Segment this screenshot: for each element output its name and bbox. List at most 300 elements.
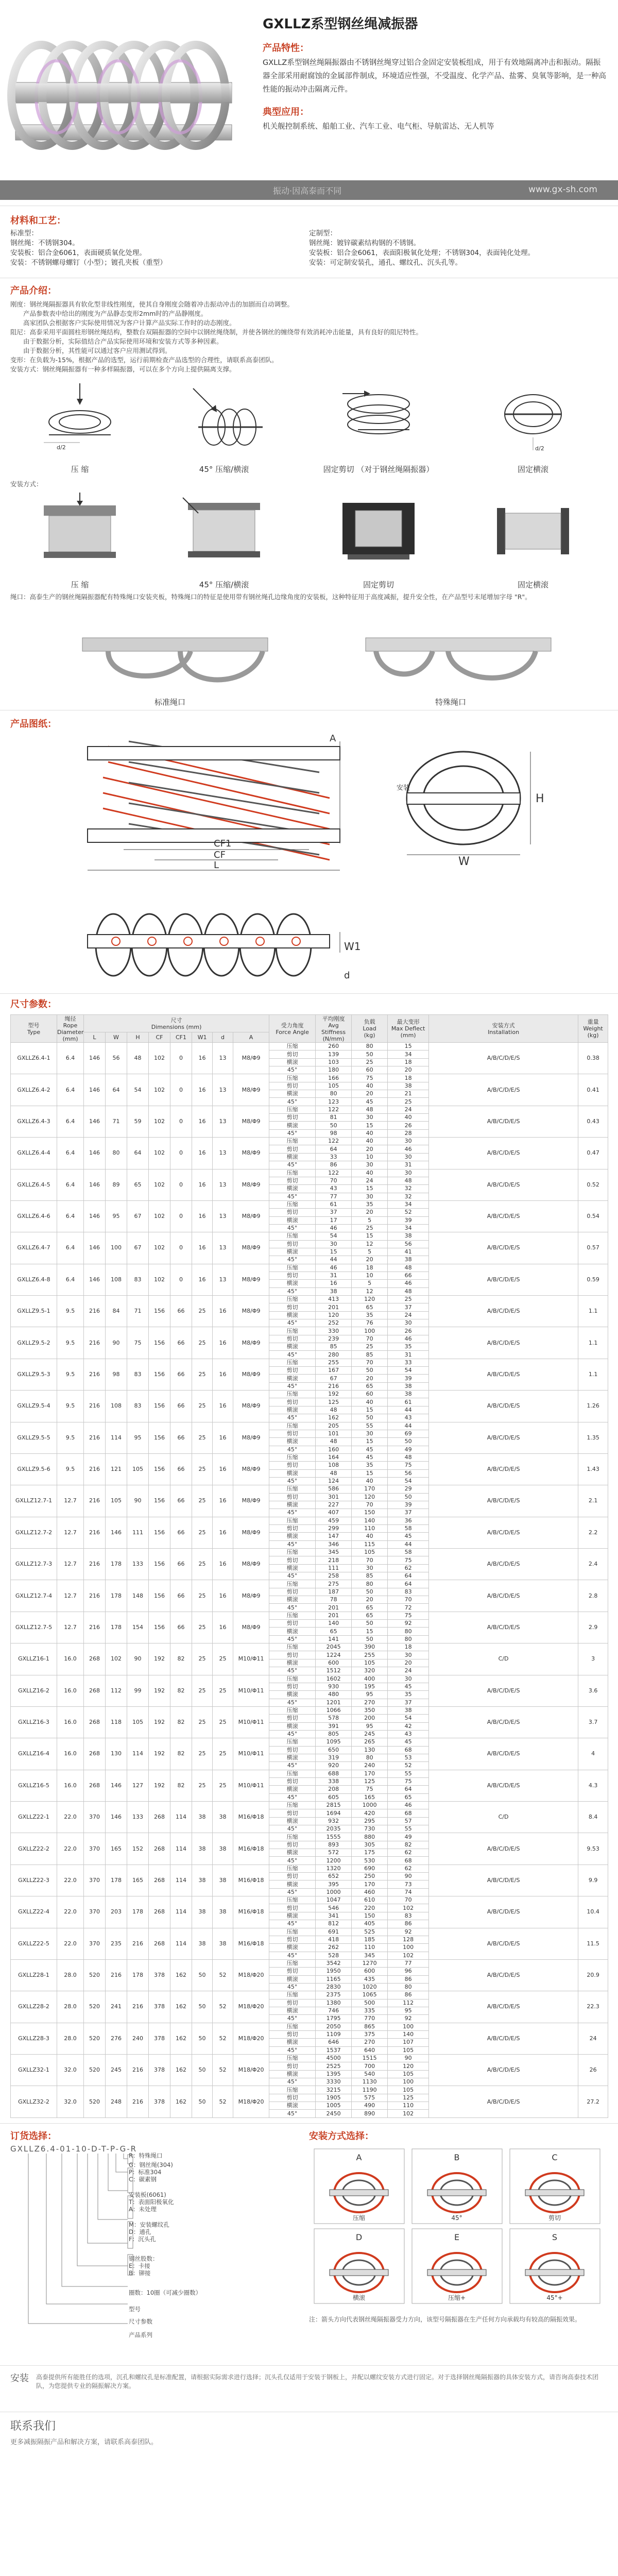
cell-force-angle: 横滚 [269,1311,316,1319]
cell-load: 500 [352,1999,388,2007]
cell-load: 420 [352,1809,388,1817]
cell-installation: A/B/C/D/E/S [429,1138,578,1169]
cell-deflection: 57 [388,1817,429,1825]
cell-dimension: 13 [213,1169,233,1200]
cell-installation: A/B/C/D/E/S [429,1770,578,1801]
cell-deflection: 18 [388,1058,429,1066]
cell-deflection: 56 [388,1240,429,1248]
cell-model: GXLLZ9.5-4 [11,1391,57,1422]
cell-force-angle: 45° [269,1952,316,1959]
cell-dimension: 216 [84,1453,106,1485]
cell-dimension: 16 [192,1043,213,1074]
cell-dimension: 16 [192,1138,213,1169]
th-dim: H [127,1032,149,1043]
cell-deflection: 32 [388,1193,429,1200]
cell-deflection: 30 [388,1138,429,1145]
cell-dimension: 82 [170,1675,192,1706]
th-dim: CF [149,1032,170,1043]
cell-deflection: 140 [388,2030,429,2038]
cell-deflection: 41 [388,1248,429,1256]
th-load: 负载 Load (kg) [352,1015,388,1043]
cell-load: 435 [352,1975,388,1983]
cell-stiffness: 3542 [316,1959,352,1967]
cell-force-angle: 压缩 [269,1264,316,1272]
cell-stiffness: 201 [316,1612,352,1619]
cell-stiffness: 15 [316,1248,352,1256]
cell-installation: A/B/C/D/E/S [429,1074,578,1106]
cell-load: 5 [352,1280,388,1287]
cell-rope-diameter: 28.0 [57,1959,84,1991]
cell-force-angle: 压缩 [269,1232,316,1240]
cell-load: 40 [352,1477,388,1485]
order-option: T：表面阳极氧化 [129,2198,174,2206]
cell-force-angle: 压缩 [269,2023,316,2030]
cell-load: 65 [352,1382,388,1390]
cell-dimension: 25 [213,1675,233,1706]
cell-dimension: 50 [192,1959,213,1991]
cell-stiffness: 16 [316,1280,352,1287]
cell-dimension: 114 [170,1833,192,1865]
cell-stiffness: 1095 [316,1738,352,1746]
cell-force-angle: 剪切 [269,1145,316,1153]
cell-stiffness: 280 [316,1351,352,1359]
cell-load: 30 [352,1161,388,1169]
cell-force-angle: 横滚 [269,1691,316,1699]
table-row [11,1074,608,1082]
cell-dimension: 216 [84,1485,106,1517]
cell-stiffness: 1165 [316,1975,352,1983]
cell-force-angle: 压缩 [269,1612,316,1619]
cell-load: 140 [352,1517,388,1524]
cell-deflection: 64 [388,1580,429,1588]
cell-force-angle: 剪切 [269,1050,316,1058]
cell-rope-diameter: 16.0 [57,1643,84,1675]
cell-dimension: 66 [170,1517,192,1548]
cell-model: GXLLZ6.4-3 [11,1106,57,1137]
cell-weight: 1.1 [578,1359,608,1390]
cell-load: 865 [352,2023,388,2030]
cell-installation: A/B/C/D/E/S [429,2023,578,2054]
cell-dimension: 25 [192,1549,213,1580]
cell-deflection: 30 [388,1153,429,1161]
cell-deflection: 18 [388,1643,429,1651]
cell-force-angle: 剪切 [269,2062,316,2070]
cell-force-angle: 剪切 [269,1746,316,1754]
cell-stiffness: 600 [316,1659,352,1667]
cell-deflection: 83 [388,1588,429,1596]
cell-dimension: 65 [127,1169,149,1200]
cell-deflection: 77 [388,1959,429,1967]
cell-deflection: 26 [388,1327,429,1335]
cell-load: 170 [352,1770,388,1777]
cell-load: 165 [352,1793,388,1801]
cell-dimension: M8/Φ9 [233,1327,269,1359]
cell-rope-diameter: 16.0 [57,1675,84,1706]
cell-dimension: 16 [213,1327,233,1359]
cell-stiffness: 48 [316,1469,352,1477]
cell-force-angle: 压缩 [269,1896,316,1904]
cell-dimension: 378 [149,1959,170,1991]
cell-load: 125 [352,1777,388,1785]
cell-force-angle: 剪切 [269,1114,316,1122]
install-type-letter: S [552,2232,558,2242]
cell-dimension: 121 [106,1453,127,1485]
cell-stiffness: 70 [316,1177,352,1184]
drawing-label: L [214,860,219,871]
cell-force-angle: 剪切 [269,1904,316,1912]
cell-deflection: 31 [388,1351,429,1359]
cell-load: 105 [352,1549,388,1556]
table-row [11,1200,608,1208]
table-row [11,1391,608,1398]
cell-weight: 20.9 [578,1959,608,1991]
cell-deflection: 100 [388,1944,429,1952]
cell-model: GXLLZ6.4-5 [11,1169,57,1200]
cell-force-angle: 45° [269,1509,316,1517]
cell-load: 120 [352,1296,388,1303]
th-dim: L [84,1032,106,1043]
cell-force-angle: 横滚 [269,1343,316,1351]
cell-stiffness: 395 [316,1880,352,1888]
cell-force-angle: 45° [269,1477,316,1485]
cell-deflection: 24 [388,1667,429,1675]
cell-force-angle: 压缩 [269,1359,316,1366]
table-row [11,1896,608,1904]
cell-deflection: 53 [388,1754,429,1761]
cell-deflection: 38 [388,1232,429,1240]
cell-load: 24 [352,1177,388,1184]
cell-load: 50 [352,1414,388,1422]
cell-dimension: 152 [127,1833,149,1865]
cell-dimension: 102 [149,1138,170,1169]
cell-weight: 0.59 [578,1264,608,1295]
cell-dimension: 245 [106,2055,127,2086]
cell-force-angle: 剪切 [269,1462,316,1469]
cell-stiffness: 123 [316,1098,352,1106]
cell-stiffness: 54 [316,1232,352,1240]
cell-dimension: 216 [84,1327,106,1359]
cell-dimension: 25 [192,1738,213,1770]
cell-load: 80 [352,1580,388,1588]
cell-dimension: 95 [127,1422,149,1453]
cell-model: GXLLZ6.4-8 [11,1264,57,1295]
cell-dimension: 240 [127,2023,149,2054]
cell-load: 575 [352,2094,388,2102]
cell-force-angle: 横滚 [269,1469,316,1477]
cell-dimension: 192 [149,1675,170,1706]
cell-stiffness: 930 [316,1683,352,1690]
cell-dimension: 192 [149,1643,170,1675]
cell-stiffness: 1066 [316,1706,352,1714]
cell-load: 30 [352,1564,388,1572]
cell-deflection: 32 [388,1185,429,1193]
cell-stiffness: 105 [316,1082,352,1090]
cell-load: 110 [352,1524,388,1532]
cell-force-angle: 45° [269,2015,316,2023]
cell-stiffness: 17 [316,1216,352,1224]
cell-model: GXLLZ22-5 [11,1928,57,1959]
cell-force-angle: 压缩 [269,1517,316,1524]
cell-dimension: 67 [127,1232,149,1264]
cell-stiffness: 1537 [316,2046,352,2054]
th-dim: d [213,1032,233,1043]
cell-deflection: 75 [388,1462,429,1469]
cell-stiffness: 141 [316,1635,352,1643]
cell-dimension: 95 [106,1200,127,1232]
cell-stiffness: 605 [316,1793,352,1801]
cell-dimension: 378 [149,2086,170,2117]
installation-types-grid [309,2146,608,2311]
cell-stiffness: 205 [316,1422,352,1430]
cell-force-angle: 横滚 [269,1185,316,1193]
cell-stiffness: 260 [316,1043,352,1050]
cell-force-angle: 横滚 [269,1628,316,1635]
cell-dimension: 111 [127,1517,149,1548]
cell-model: GXLLZ12.7-3 [11,1549,57,1580]
application-text: 机关舰控制系统、船舶工业、汽车工业、电气柜、导航雷达、无人机等 [263,123,494,131]
cell-stiffness: 50 [316,1122,352,1129]
cell-load: 170 [352,1880,388,1888]
cell-dimension: 178 [106,1549,127,1580]
cell-deflection: 120 [388,2062,429,2070]
cell-stiffness: 140 [316,1620,352,1628]
cell-load: 195 [352,1683,388,1690]
cell-dimension: 105 [127,1706,149,1738]
cell-deflection: 45 [388,1738,429,1746]
cell-force-angle: 横滚 [269,1533,316,1540]
cell-stiffness: 262 [316,1944,352,1952]
cell-force-angle: 横滚 [269,1975,316,1983]
cell-deflection: 43 [388,1414,429,1422]
install-type-label: 压缩+ [448,2294,466,2301]
cell-weight: 2.2 [578,1517,608,1548]
cell-dimension: 82 [170,1770,192,1801]
cell-model: GXLLZ16-3 [11,1706,57,1738]
cell-stiffness: 125 [316,1398,352,1406]
cell-force-angle: 横滚 [269,1375,316,1382]
order-option: 钢丝股数： [129,2255,159,2262]
cell-force-angle: 压缩 [269,1802,316,1809]
cell-dimension: 16 [213,1391,233,1422]
cell-deflection: 75 [388,1612,429,1619]
cell-dimension: 52 [213,2086,233,2117]
cell-load: 530 [352,1857,388,1865]
cell-force-angle: 横滚 [269,1659,316,1667]
th-weight: 重量 Weight (kg) [578,1015,608,1043]
cell-force-angle: 45° [269,1793,316,1801]
cell-force-angle: 压缩 [269,1485,316,1493]
cell-force-angle: 45° [269,1667,316,1675]
cell-stiffness: 275 [316,1580,352,1588]
cell-force-angle: 45° [269,1888,316,1896]
load-direction-diagrams [10,378,608,476]
cell-deflection: 50 [388,1493,429,1501]
cell-dimension: 56 [106,1043,127,1074]
cell-dimension: 148 [127,1580,149,1612]
cell-dimension: 114 [170,1802,192,1833]
cell-dimension: 71 [127,1296,149,1327]
cell-force-angle: 剪切 [269,1335,316,1343]
website-url[interactable]: www.gx-sh.com [528,184,597,195]
cell-stiffness: 319 [316,1754,352,1761]
cell-stiffness: 299 [316,1524,352,1532]
table-row [11,1770,608,1777]
cell-dimension: M18/Φ20 [233,1959,269,1991]
cell-dimension: M10/Φ11 [233,1770,269,1801]
materials-line: 安装板：铝合金6061，表面硬质氧化处理。 [10,249,146,257]
cell-deflection: 68 [388,1857,429,1865]
cell-force-angle: 45° [269,1446,316,1453]
cell-deflection: 110 [388,2102,429,2110]
cell-force-angle: 45° [269,1193,316,1200]
product-title: GXLLZ系型钢丝绳减振器 [263,16,418,32]
cell-stiffness: 2525 [316,2062,352,2070]
cell-load: 150 [352,1509,388,1517]
cell-force-angle: 压缩 [269,1738,316,1746]
cell-stiffness: 180 [316,1066,352,1074]
cell-dimension: 370 [84,1833,106,1865]
table-row [11,1865,608,1872]
cell-dimension: 66 [170,1580,192,1612]
table-row [11,1296,608,1303]
cell-stiffness: 67 [316,1375,352,1382]
cell-dimension: 156 [149,1612,170,1643]
cell-stiffness: 31 [316,1272,352,1279]
install-type-label: 压缩 [352,2214,366,2222]
cell-dimension: M18/Φ20 [233,2055,269,2086]
cell-dimension: 90 [127,1485,149,1517]
cell-rope-diameter: 6.4 [57,1264,84,1295]
cell-force-angle: 横滚 [269,1216,316,1224]
cell-dimension: 520 [84,1991,106,2023]
cell-dimension: M8/Φ9 [233,1232,269,1264]
cell-deflection: 95 [388,2007,429,2014]
cell-dimension: 127 [127,1770,149,1801]
feature-text: GXLLZ系型钢丝绳隔振器由不锈钢丝绳穿过铝合金固定安装板组成，用于有效地隔离冲击和振动。隔振器全部采用耐腐蚀的金属部件制成，环境适应性强，不受温度、化学产品、盐雾、臭氧等影响，是一种高性能的振动冲击隔离元件。 [263,59,606,94]
cell-deflection: 26 [388,1122,429,1129]
cell-stiffness: 33 [316,1153,352,1161]
slogan: 振动·因高泰而不同 [273,186,342,196]
cell-rope-diameter: 12.7 [57,1612,84,1643]
cell-load: 115 [352,1540,388,1548]
cell-dimension: M8/Φ9 [233,1359,269,1390]
cell-force-angle: 剪切 [269,1430,316,1437]
cell-dimension: M8/Φ9 [233,1580,269,1612]
table-row [11,1169,608,1177]
roll-diagram [474,378,592,476]
cell-dimension: 235 [106,1928,127,1959]
cell-force-angle: 压缩 [269,1074,316,1082]
cell-model: GXLLZ28-3 [11,2023,57,2054]
intro-text [10,300,608,374]
cell-installation: A/B/C/D/E/S [429,1200,578,1232]
cell-dimension: 178 [127,1959,149,1991]
cell-load: 20 [352,1256,388,1264]
materials-line: 安装：不锈钢螺母螺钉（小型）；镀孔夹板（重型） [10,259,167,267]
cell-load: 35 [352,1200,388,1208]
cell-stiffness: 932 [316,1817,352,1825]
cell-deflection: 18 [388,1074,429,1082]
install-section [0,2365,618,2412]
cell-dimension: 216 [84,1580,106,1612]
cell-dimension: 156 [149,1391,170,1422]
cell-dimension: 50 [192,2055,213,2086]
cell-load: 12 [352,1287,388,1295]
cell-stiffness: 65 [316,1628,352,1635]
cell-load: 95 [352,1691,388,1699]
install-type-e [412,2229,502,2303]
cell-load: 250 [352,1873,388,1880]
cell-force-angle: 45° [269,1983,316,1991]
cell-load: 40 [352,1533,388,1540]
cell-weight: 3 [578,1643,608,1675]
cell-installation: C/D [429,1643,578,1675]
cell-force-angle: 剪切 [269,1620,316,1628]
cell-force-angle: 横滚 [269,2039,316,2046]
cell-force-angle: 横滚 [269,1817,316,1825]
install-type-letter: E [454,2232,460,2242]
cell-weight: 0.41 [578,1074,608,1106]
cell-rope-diameter: 12.7 [57,1485,84,1517]
cell-deflection: 35 [388,1343,429,1351]
cell-force-angle: 剪切 [269,1873,316,1880]
cell-dimension: 192 [149,1770,170,1801]
cell-load: 12 [352,1240,388,1248]
mount-label: 45° 压缩/横滚 [199,465,249,474]
cell-deflection: 30 [388,1675,429,1683]
cell-dimension: 25 [192,1485,213,1517]
cell-load: 75 [352,1786,388,1793]
intro-line: 由于数据分析，实际值结合产品实际使用环境和安装方式等多种因素。 [10,337,223,345]
cell-installation: A/B/C/D/E/S [429,1359,578,1390]
cell-stiffness: 38 [316,1287,352,1295]
cell-dimension: 133 [127,1802,149,1833]
cell-dimension: 0 [170,1232,192,1264]
drawing-label: CF [214,850,226,860]
cell-weight: 1.35 [578,1422,608,1453]
cell-force-angle: 45° [269,1699,316,1706]
cell-force-angle: 剪切 [269,1683,316,1690]
cell-dimension: M16/Φ18 [233,1928,269,1959]
cell-dimension: 0 [170,1106,192,1137]
cell-force-angle: 45° [269,1098,316,1106]
cell-installation: A/B/C/D/E/S [429,1169,578,1200]
cell-dimension: 216 [84,1391,106,1422]
materials-custom [309,229,577,268]
mount-label: 压 缩 [71,580,89,589]
cell-weight: 3.7 [578,1706,608,1738]
cell-stiffness: 30 [316,1240,352,1248]
intro-section [0,278,618,710]
cell-stiffness: 2830 [316,1983,352,1991]
cell-dimension: 268 [149,1865,170,1896]
cell-rope-diameter: 12.7 [57,1517,84,1548]
cell-deflection: 38 [388,1706,429,1714]
install-type-c [510,2149,600,2224]
cell-force-angle: 压缩 [269,1833,316,1841]
table-row [11,1738,608,1746]
cell-deflection: 48 [388,1264,429,1272]
cell-deflection: 75 [388,1556,429,1564]
cell-dimension: 90 [127,1643,149,1675]
cell-dimension: 146 [84,1232,106,1264]
cell-stiffness: 201 [316,1303,352,1311]
cell-stiffness: 1224 [316,1651,352,1659]
cell-model: GXLLZ28-2 [11,1991,57,2023]
cell-deflection: 112 [388,1999,429,2007]
cell-force-angle: 压缩 [269,1675,316,1683]
cell-load: 490 [352,2102,388,2110]
